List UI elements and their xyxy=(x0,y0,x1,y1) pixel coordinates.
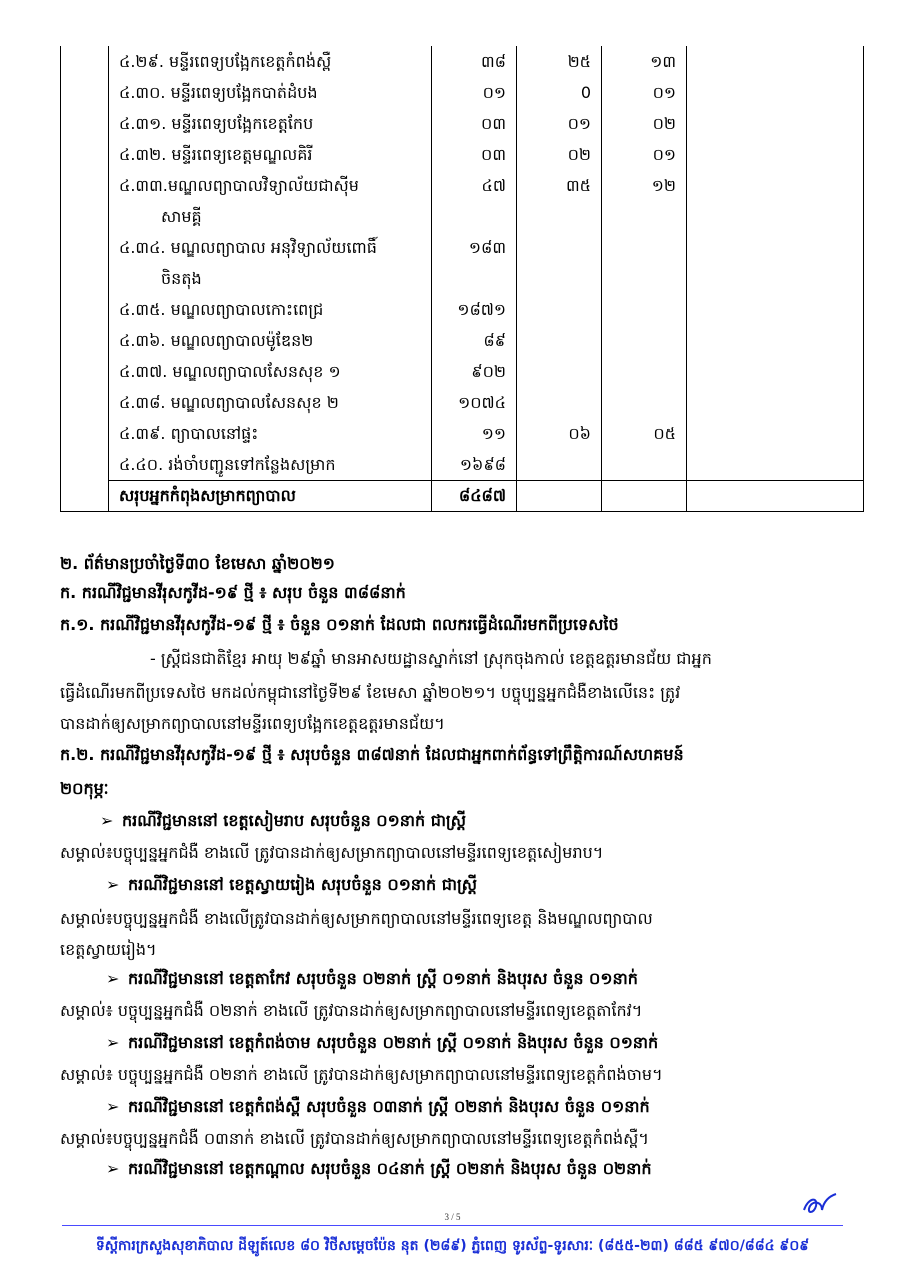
facility-name-cell xyxy=(109,108,432,139)
table-row xyxy=(61,108,864,139)
note-cell xyxy=(687,294,864,325)
note-cell xyxy=(687,325,864,356)
arrow-bullet-icon: ➢ xyxy=(106,1097,120,1116)
row-index-cell xyxy=(61,294,109,325)
facility-name: ៤.៣៨. មណ្ឌលព្យាបាលសែនសុខ ២ xyxy=(119,393,339,412)
hospital-table xyxy=(60,46,864,512)
subsection-ka2-line1: ក.២. ករណីវិជ្ជមានវីរុសកូវីដ-១៩ ថ្មី ៖ សរុបចំនួន ៣៨៧នាក់ ដែលជាអ្នកពាក់ព័ន្ធទៅព្រឹត្តិការណ៍សហគមន៍ xyxy=(60,745,684,764)
facility-name-cell xyxy=(109,139,432,170)
row-index-cell xyxy=(61,77,109,108)
note-cell xyxy=(687,232,864,294)
total-count-cell: ០១ xyxy=(432,77,517,108)
facility-name-cell xyxy=(109,387,432,418)
facility-name-cont: ចិនតុង xyxy=(161,269,202,288)
case-item-note: សម្គាល់៖ បច្ចុប្បន្នអ្នកជំងឺ ០២នាក់ ខាងលើ ត្រូវបានដាក់ឲ្យសម្រាកព្យាបាលនៅមន្ទីរពេទ្យខេត្តតាកែវ។ xyxy=(60,1001,643,1020)
empty-cell xyxy=(602,481,687,512)
arrow-bullet-icon: ➢ xyxy=(106,875,120,894)
subsection-ka: ក. ករណីវិជ្ជមានវីរុសកូវីដ-១៩ ថ្មី ៖ សរុប ចំនួន ៣៨៨នាក់ xyxy=(60,583,406,602)
facility-name: ៤.៣៩. ព្យាបាលនៅផ្ទះ xyxy=(119,424,259,443)
male-count-cell: ០៦ xyxy=(517,418,602,449)
male-count-cell xyxy=(517,356,602,387)
total-count-cell: ១១ xyxy=(432,418,517,449)
case-item-note-cont: ខេត្តស្វាយរៀង។ xyxy=(60,940,157,959)
row-index-cell xyxy=(61,232,109,294)
table-row xyxy=(61,387,864,418)
footer-divider xyxy=(62,1225,843,1226)
total-count-cell: ៤៧ xyxy=(432,170,517,232)
male-count-cell: ០១ xyxy=(517,108,602,139)
arrow-bullet-icon: ➢ xyxy=(106,1033,120,1052)
footer-address: ទីស្តីការក្រសួងសុខាភិបាល ដីឡូត៍លេខ ៨០ វិថីសម្តេចប៉ែន នុត (២៨៩) ភ្នំពេញ ទូរស័ព្ទ-ទូរសារៈ (៨៥៥-២៣) ៨៨៥ ៩៧០/៨៨៤ ៩០៩ xyxy=(95,1238,810,1254)
table-row xyxy=(61,449,864,481)
facility-name: ៤.៣០. មន្ទីរពេទ្យបង្អែកបាត់ដំបង xyxy=(119,83,318,102)
female-count-cell xyxy=(602,387,687,418)
case-item-text: ករណីវិជ្ជមាននៅ ខេត្តកណ្តាល សរុបចំនួន ០៤នាក់ ស្ត្រី ០២នាក់ និងបុរស ចំនួន ០២នាក់ xyxy=(128,1159,652,1178)
female-count-cell: ០៥ xyxy=(602,418,687,449)
case-item-note: សម្គាល់៖បច្ចុប្បន្នអ្នកជំងឺ ខាងលើត្រូវបានដាក់ឲ្យសម្រាកព្យាបាលនៅមន្ទីរពេទ្យខេត្ត និងមណ្ឌលព្យាបាល xyxy=(60,909,653,928)
case-item-heading xyxy=(106,874,477,896)
case-item-text: ករណីវិជ្ជមាននៅ ខេត្តកំពង់ស្ពឺ សរុបចំនួន ០៣នាក់ ស្ត្រី ០២នាក់ និងបុរស ចំនួន ០១នាក់ xyxy=(128,1097,650,1116)
facility-name: ៤.៣៦. មណ្ឌលព្យាបាលម៉ូឌែន២ xyxy=(119,331,314,350)
section-heading: ២. ព័ត៌មានប្រចាំថ្ងៃទី៣០ ខែមេសា ឆ្នាំ២០២១ xyxy=(60,554,335,573)
row-index-cell xyxy=(61,418,109,449)
note-cell xyxy=(687,139,864,170)
ka1-text-line1: - ស្ត្រីជនជាតិខ្មែរ អាយុ ២៩ឆ្នាំ មានអាសយដ្ឋានស្នាក់នៅ ស្រុកចុងកាល់ ខេត្តឧត្តរមានជ័យ ជាអ្នក xyxy=(150,649,712,668)
male-count-cell xyxy=(517,449,602,481)
facility-name-cell xyxy=(109,325,432,356)
total-count-cell: ១០៧៤ xyxy=(432,387,517,418)
total-count-cell: ៨៩ xyxy=(432,325,517,356)
case-item-text: ករណីវិជ្ជមាននៅ ខេត្តសៀមរាប សរុបចំនួន ០១នាក់ ជាស្ត្រី xyxy=(122,811,466,830)
facility-name: ៤.៣៧. មណ្ឌលព្យាបាលសែនសុខ ១ xyxy=(119,362,341,381)
table-row xyxy=(61,139,864,170)
facility-name: ៤.៣៤. មណ្ឌលព្យាបាល អនុវិទ្យាល័យពោធិ៍ xyxy=(119,238,377,257)
case-item-heading xyxy=(100,810,466,832)
total-value-cell: ៨៤៨៧ xyxy=(432,481,517,512)
facility-name: ៤.២៩. មន្ទីរពេទ្យបង្អែកខេត្តកំពង់ស្ពឺ xyxy=(119,52,332,71)
female-count-cell xyxy=(602,356,687,387)
subsection-ka2-line2: ២០កុម្ភៈ xyxy=(60,779,109,798)
table-row xyxy=(61,232,864,294)
arrow-bullet-icon: ➢ xyxy=(106,1159,120,1178)
note-cell xyxy=(687,418,864,449)
note-cell xyxy=(687,108,864,139)
row-index-cell xyxy=(61,449,109,481)
page-number: 3 / 5 xyxy=(444,1212,461,1222)
note-cell xyxy=(687,170,864,232)
note-cell xyxy=(687,449,864,481)
table-row xyxy=(61,418,864,449)
total-count-cell: ៣៨ xyxy=(432,46,517,77)
case-item-heading xyxy=(106,968,638,990)
case-item-note: សម្គាល់៖បច្ចុប្បន្នអ្នកជំងឺ ០៣នាក់ ខាងលើ ត្រូវបានដាក់ឲ្យសម្រាកព្យាបាលនៅមន្ទីរពេទ្យខេត្តកំពង់ស្ពឺ។ xyxy=(60,1129,649,1148)
case-item-heading xyxy=(106,1158,652,1180)
total-count-cell: ១៨៣ xyxy=(432,232,517,294)
row-index-cell xyxy=(61,356,109,387)
total-count-cell: ៩០២ xyxy=(432,356,517,387)
total-count-cell: ០៣ xyxy=(432,139,517,170)
note-cell xyxy=(687,481,864,512)
arrow-bullet-icon: ➢ xyxy=(100,811,114,830)
note-cell xyxy=(687,387,864,418)
female-count-cell: ១២ xyxy=(602,170,687,232)
female-count-cell: ០២ xyxy=(602,108,687,139)
male-count-cell xyxy=(517,294,602,325)
facility-name: ៤.៣៣.មណ្ឌលព្យាបាលវិទ្យាល័យជាស៊ីម xyxy=(119,176,359,195)
table-row xyxy=(61,294,864,325)
female-count-cell xyxy=(602,294,687,325)
case-item-heading xyxy=(106,1032,658,1054)
row-index-cell xyxy=(61,46,109,77)
case-item-note: សម្គាល់៖ បច្ចុប្បន្នអ្នកជំងឺ ០២នាក់ ខាងលើ ត្រូវបានដាក់ឲ្យសម្រាកព្យាបាលនៅមន្ទីរពេទ្យខេត្តកំពង់ចាម។ xyxy=(60,1065,663,1084)
total-count-cell: ១៨៧១ xyxy=(432,294,517,325)
case-item-text: ករណីវិជ្ជមាននៅ ខេត្តតាកែវ សរុបចំនួន ០២នាក់ ស្ត្រី ០១នាក់ និងបុរស ចំនួន ០១នាក់ xyxy=(128,969,638,988)
total-label-cell: សរុបអ្នកកំពុងសម្រាកព្យាបាល xyxy=(109,481,432,512)
female-count-cell: ១៣ xyxy=(602,46,687,77)
facility-name-cont: សាមគ្គី xyxy=(161,207,202,226)
table-row xyxy=(61,77,864,108)
row-index-cell xyxy=(61,170,109,232)
male-count-cell xyxy=(517,232,602,294)
facility-name-cell xyxy=(109,232,432,294)
facility-name-cell xyxy=(109,170,432,232)
table-total-row xyxy=(61,481,864,512)
facility-name: ៤.៣១. មន្ទីរពេទ្យបង្អែកខេត្តកែប xyxy=(119,114,314,133)
total-count-cell: ០៣ xyxy=(432,108,517,139)
note-cell xyxy=(687,356,864,387)
facility-name-cell xyxy=(109,356,432,387)
total-count-cell: ១៦៩៨ xyxy=(432,449,517,481)
male-count-cell: ៣៥ xyxy=(517,170,602,232)
case-item-text: ករណីវិជ្ជមាននៅ ខេត្តស្វាយរៀង សរុបចំនួន ០១នាក់ ជាស្ត្រី xyxy=(128,875,477,894)
male-count-cell: ២៥ xyxy=(517,46,602,77)
ka1-text-line2: ធ្វើដំណើរមកពីប្រទេសថៃ មកដល់កម្ពុជានៅថ្ងៃទី២៩ ខែមេសា ឆ្នាំ២០២១។ បច្ចុប្បន្នអ្នកជំងឺខាងលើនេះ ត្រូវ xyxy=(60,683,681,702)
case-item-heading xyxy=(106,1096,650,1118)
facility-name-cell xyxy=(109,294,432,325)
male-count-cell: 0 xyxy=(517,77,602,108)
row-index-cell xyxy=(61,325,109,356)
row-index-cell xyxy=(61,481,109,512)
row-index-cell xyxy=(61,387,109,418)
table-row xyxy=(61,325,864,356)
case-item-note: សម្គាល់៖បច្ចុប្បន្នអ្នកជំងឺ ខាងលើ ត្រូវបានដាក់ឲ្យសម្រាកព្យាបាលនៅមន្ទីរពេទ្យខេត្តសៀមរាប។ xyxy=(60,843,604,862)
table-row xyxy=(61,46,864,77)
table-row xyxy=(61,356,864,387)
table-row xyxy=(61,170,864,232)
male-count-cell xyxy=(517,325,602,356)
empty-cell xyxy=(517,481,602,512)
male-count-cell xyxy=(517,387,602,418)
facility-name: ៤.៤០. រង់ចាំបញ្ជូនទៅកន្លែងសម្រាក xyxy=(119,455,336,474)
female-count-cell xyxy=(602,449,687,481)
facility-name-cell xyxy=(109,46,432,77)
subsection-ka1: ក.១. ករណីវិជ្ជមានវីរុសកូវីដ-១៩ ថ្មី ៖ ចំនួន ០១នាក់ ដែលជា ពលករធ្វើដំណើរមកពីប្រទេសថៃ xyxy=(60,615,619,634)
female-count-cell: ០១ xyxy=(602,77,687,108)
female-count-cell: ០១ xyxy=(602,139,687,170)
female-count-cell xyxy=(602,232,687,294)
row-index-cell xyxy=(61,108,109,139)
facility-name: ៤.៣៥. មណ្ឌលព្យាបាលកោះពេជ្រ xyxy=(119,300,324,319)
facility-name: ៤.៣២. មន្ទីរពេទ្យខេត្តមណ្ឌលគិរី xyxy=(119,145,313,164)
ka1-text-line3: បានដាក់ឲ្យសម្រាកព្យាបាលនៅមន្ទីរពេទ្យបង្អែកខេត្តឧត្តរមានជ័យ។ xyxy=(60,714,445,733)
male-count-cell: ០២ xyxy=(517,139,602,170)
facility-name-cell xyxy=(109,449,432,481)
arrow-bullet-icon: ➢ xyxy=(106,969,120,988)
row-index-cell xyxy=(61,139,109,170)
facility-name-cell xyxy=(109,77,432,108)
note-cell xyxy=(687,46,864,77)
female-count-cell xyxy=(602,325,687,356)
facility-name-cell xyxy=(109,418,432,449)
case-item-text: ករណីវិជ្ជមាននៅ ខេត្តកំពង់ចាម សរុបចំនួន ០២នាក់ ស្ត្រី ០១នាក់ និងបុរស ចំនួន ០១នាក់ xyxy=(128,1033,659,1052)
note-cell xyxy=(687,77,864,108)
